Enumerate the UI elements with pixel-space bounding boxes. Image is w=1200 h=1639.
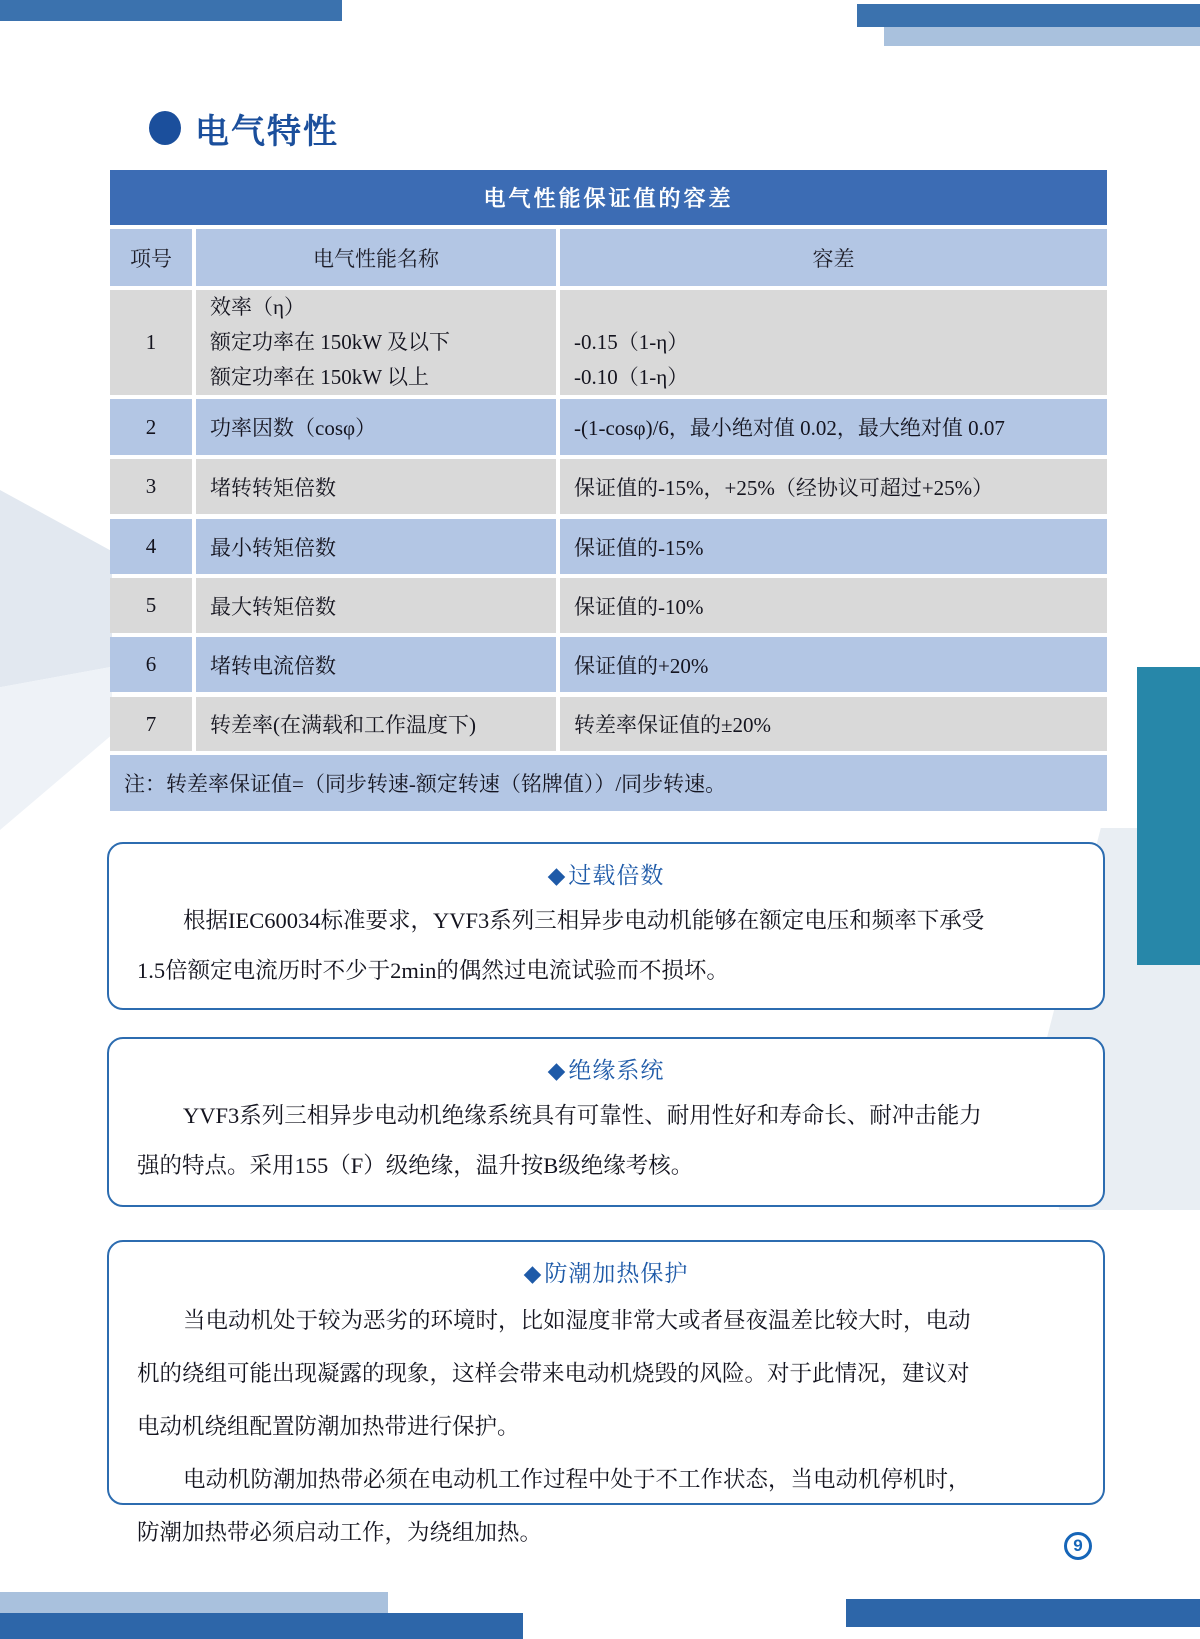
row-no: 6 [110,637,192,692]
table-header-row [110,229,1107,286]
table-title-bar: 电气性能保证值的容差 [110,170,1107,225]
diamond-icon: ◆ [547,863,567,888]
row-no: 2 [110,399,192,455]
box-body: YVF3系列三相异步电动机绝缘系统具有可靠性、耐用性好和寿命长、耐冲击能力 强的特点。采用155（F）级绝缘，温升按B级绝缘考核。 [137,1103,982,1178]
overload-info-box [107,842,1105,1010]
row-name: 最小转矩倍数 [196,519,556,574]
row-no: 4 [110,519,192,574]
top-right-light-bar-decoration [884,27,1200,46]
table-row [110,697,1107,751]
insulation-info-box [107,1037,1105,1207]
top-left-bar-decoration [0,0,342,21]
table-row [110,459,1107,514]
box-heading [109,1255,1103,1288]
table-row [110,290,1107,395]
diamond-icon: ◆ [523,1261,543,1286]
col-header-tolerance: 容差 [560,229,1107,286]
row-tolerance: 保证值的+20% [560,637,1107,692]
row-name: 转差率(在满载和工作温度下) [196,697,556,751]
row-tolerance: -(1-cosφ)/6，最小绝对值 0.02，最大绝对值 0.07 [560,399,1107,455]
page-title: 电气特性 [195,112,339,151]
row-tolerance: 保证值的-10% [560,578,1107,633]
row-tolerance: -0.15（1-η） -0.10（1-η） [560,290,1107,395]
row-name: 最大转矩倍数 [196,578,556,633]
box-body: 当电动机处于较为恶劣的环境时，比如湿度非常大或者昼夜温差比较大时，电动 机的绕组可能出现凝露的现象，这样会带来电动机烧毁的风险。对于此情况，建议对 电动机绕组配置防潮加热带进行保护。 电动机防潮加热带必须在电动机工作过程中处于不工作状态，当电动机停机时， 防潮加热带必须启动工作，为绕组加热。 [137,1308,971,1545]
bottom-left-dark-bar-decoration [0,1613,523,1639]
top-right-dark-bar-decoration [857,4,1200,27]
box-heading-text: 过载倍数 [568,863,665,888]
row-tolerance: 转差率保证值的±20% [560,697,1107,751]
row-tolerance: 保证值的-15% [560,519,1107,574]
row-name: 功率因数（cosφ） [196,399,556,455]
col-header-name: 电气性能名称 [196,229,556,286]
row-tolerance: 保证值的-15%，+25%（经协议可超过+25%） [560,459,1107,514]
row-no: 3 [110,459,192,514]
page-number-badge: 9 [1064,1532,1092,1560]
row-no: 1 [110,290,192,395]
heater-protection-info-box [107,1240,1105,1545]
diamond-icon: ◆ [547,1058,567,1083]
teal-accent-block [1137,667,1200,965]
col-header-no: 项号 [110,229,192,286]
table-note: 注：转差率保证值=（同步转速-额定转速（铭牌值））/同步转速。 [110,755,1107,811]
tolerance-table [110,170,1107,811]
bottom-right-dark-bar-decoration [846,1599,1200,1627]
box-heading-text: 绝缘系统 [568,1058,665,1083]
table-row [110,637,1107,692]
table-row [110,519,1107,574]
box-heading-text: 防潮加热保护 [544,1261,689,1286]
box-heading [109,857,1103,890]
row-no: 5 [110,578,192,633]
row-no: 7 [110,697,192,751]
row-name: 堵转转矩倍数 [196,459,556,514]
bottom-left-light-bar-decoration [0,1592,388,1613]
table-row [110,578,1107,633]
row-name: 堵转电流倍数 [196,637,556,692]
box-heading [109,1052,1103,1085]
box-body: 根据IEC60034标准要求，YVF3系列三相异步电动机能够在额定电压和频率下承受 1.5倍额定电流历时不少于2min的偶然过电流试验而不损坏。 [137,908,985,983]
section-bullet-icon [149,111,181,145]
row-name: 效率（η） 额定功率在 150kW 及以下 额定功率在 150kW 以上 [196,290,556,395]
section-title-row [149,107,339,149]
table-row [110,399,1107,455]
